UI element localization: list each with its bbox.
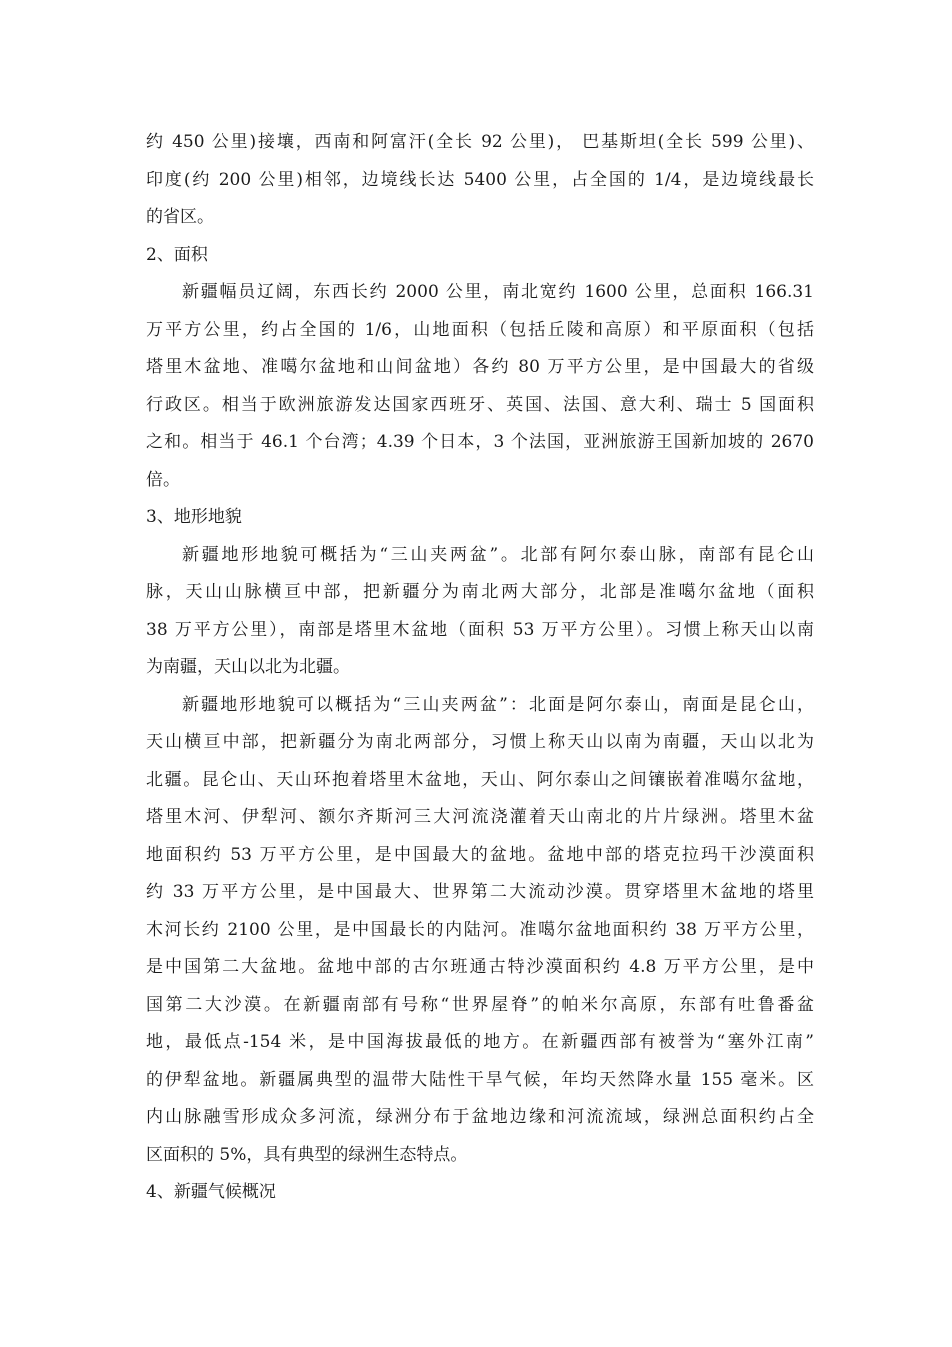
document-page [146, 124, 814, 1212]
text-line: 塔里木河、伊犁河、额尔齐斯河三大河流浇灌着天山南北的片片绿洲。塔里木盆 [146, 807, 814, 827]
text-line: 行政区。相当于欧洲旅游发达国家西班牙、英国、法国、意大利、瑞士 5 国面积 [146, 394, 814, 415]
text-line: 是中国第二大盆地。盆地中部的古尔班通古特沙漠面积约 4.8 万平方公里，是中 [146, 957, 814, 977]
text-line: 新疆地形地貌可以概括为“三山夹两盆”：北面是阿尔泰山，南面是昆仑山， [182, 694, 814, 715]
text-line: 塔里木盆地、准噶尔盆地和山间盆地）各约 80 万平方公里，是中国最大的省级 [146, 357, 814, 377]
text-line: 内山脉融雪形成众多河流，绿洲分布于盆地边缘和河流流域，绿洲总面积约占全 [146, 1107, 814, 1127]
text-line: 约 450 公里)接壤，西南和阿富汗(全长 92 公里)， 巴基斯坦(全长 599 公里)、 [146, 132, 814, 152]
text-line: 新疆地形地貌可概括为“三山夹两盆”。北部有阿尔泰山脉，南部有昆仑山 [182, 544, 814, 565]
text-line: 新疆幅员辽阔，东西长约 2000 公里，南北宽约 1600 公里，总面积 166.31 [182, 282, 814, 302]
text-line: 区面积的 5%，具有典型的绿洲生态特点。 [146, 1144, 468, 1165]
text-line: 天山横亘中部，把新疆分为南北两部分，习惯上称天山以南为南疆，天山以北为 [146, 732, 814, 752]
text-line: 2、面积 [146, 244, 208, 265]
text-line: 的省区。 [146, 207, 214, 227]
text-line: 北疆。昆仑山、天山环抱着塔里木盆地，天山、阿尔泰山之间镶嵌着准噶尔盆地， [146, 769, 814, 790]
text-line: 地面积约 53 万平方公里，是中国最大的盆地。盆地中部的塔克拉玛干沙漠面积 [146, 844, 814, 865]
text-line: 脉，天山山脉横亘中部，把新疆分为南北两大部分，北部是准噶尔盆地（面积 [146, 582, 814, 602]
text-line: 印度(约 200 公里)相邻，边境线长达 5400 公里，占全国的 1/4，是边境线最长 [146, 169, 814, 190]
text-line: 地，最低点-154 米，是中国海拔最低的地方。在新疆西部有被誉为“塞外江南” [146, 1032, 814, 1052]
text-line: 万平方公里，约占全国的 1/6，山地面积（包括丘陵和高原）和平原面积（包括 [146, 319, 814, 340]
text-line: 38 万平方公里），南部是塔里木盆地（面积 53 万平方公里）。习惯上称天山以南 [146, 619, 814, 640]
text-line: 国第二大沙漠。在新疆南部有号称“世界屋脊”的帕米尔高原，东部有吐鲁番盆 [146, 994, 814, 1015]
text-line: 4、新疆气候概况 [146, 1182, 276, 1202]
text-line: 约 33 万平方公里，是中国最大、世界第二大流动沙漠。贯穿塔里木盆地的塔里 [146, 882, 814, 902]
text-line: 木河长约 2100 公里，是中国最长的内陆河。准噶尔盆地面积约 38 万平方公里， [146, 919, 814, 940]
text-line: 3、地形地貌 [146, 507, 242, 527]
text-line: 倍。 [146, 469, 180, 490]
text-line: 的伊犁盆地。新疆属典型的温带大陆性干旱气候，年均天然降水量 155 毫米。区 [146, 1069, 814, 1090]
text-line: 之和。相当于 46.1 个台湾；4.39 个日本，3 个法国，亚洲旅游王国新加坡的 2670 [146, 432, 814, 452]
text-line: 为南疆，天山以北为北疆。 [146, 657, 350, 677]
